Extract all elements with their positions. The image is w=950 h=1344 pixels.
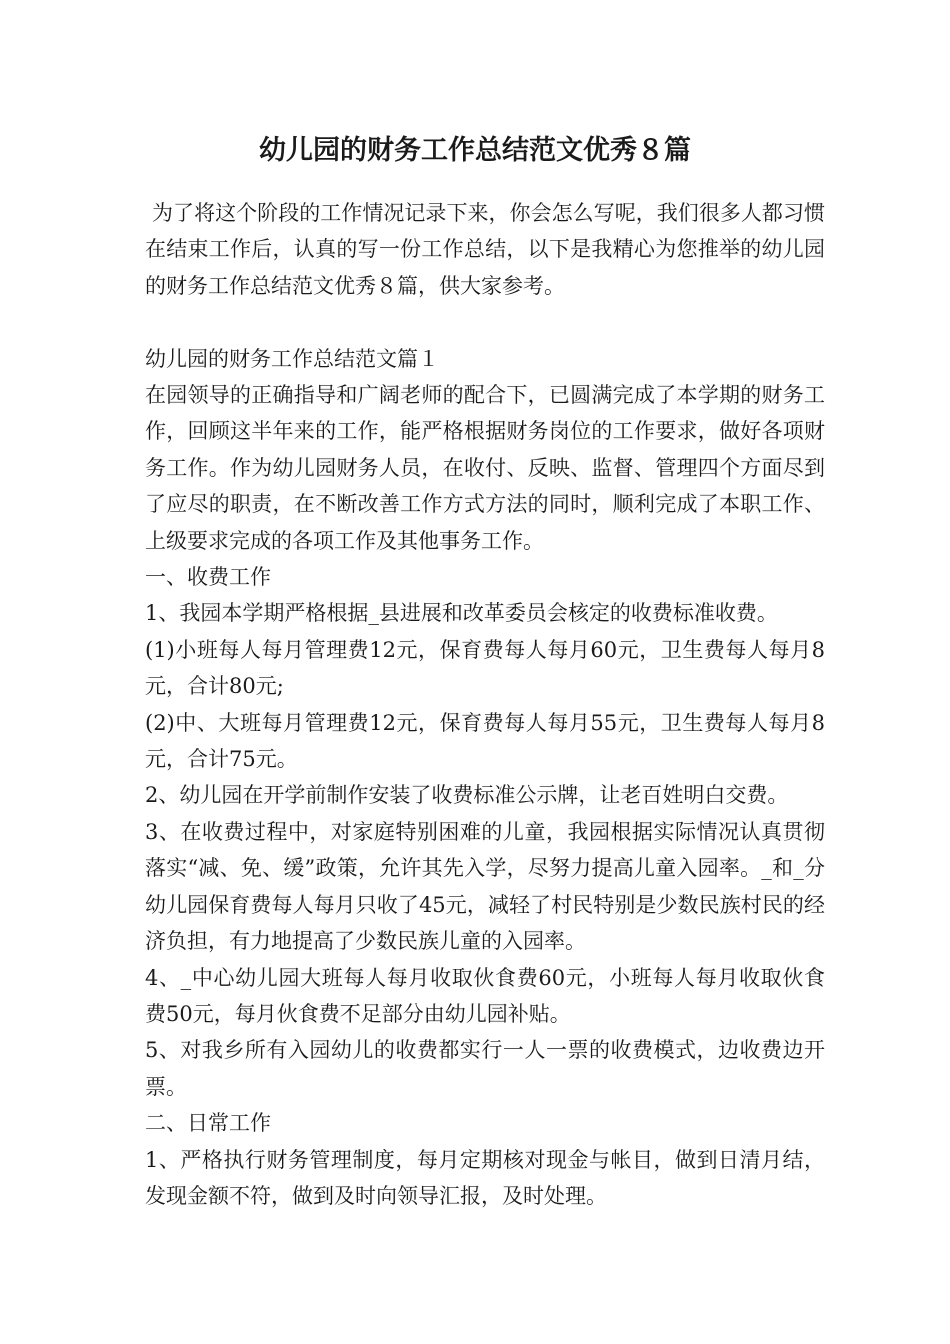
body-paragraph: (1)小班每人每月管理费12元，保育费每人每月60元，卫生费每人每月8元，合计80元; xyxy=(145,637,825,699)
intro-paragraph: 为了将这个阶段的工作情况记录下来，你会怎么写呢，我们很多人都习惯在结束工作后，认真的写一份工作总结，以下是我精心为您推举的幼儿园的财务工作总结范文优秀８篇，供大家参考。 xyxy=(145,201,825,298)
section-title: 幼儿园的财务工作总结范文篇１ xyxy=(145,346,439,371)
body-paragraph: (2)中、大班每月管理费12元，保育费每人每月55元，卫生费每人每月8元，合计75元。 xyxy=(145,710,825,772)
body-paragraph: 4、_中心幼儿园大班每人每月收取伙食费60元，小班每人每月收取伙食费50元，每月伙食费不足部分由幼儿园补贴。 xyxy=(145,965,825,1026)
paragraph-spacer xyxy=(145,304,825,340)
body-paragraph: 2、幼儿园在开学前制作安装了收费标准公示牌，让老百姓明白交费。 xyxy=(145,783,789,808)
document-body xyxy=(145,195,825,1214)
subheading-daily-work: 二、日常工作 xyxy=(145,1111,271,1136)
subheading-fees: 一、收费工作 xyxy=(145,565,271,590)
body-paragraph: 3、在收费过程中，对家庭特别困难的儿童，我园根据实际情况认真贯彻落实“减、免、缓”政策，允许其先入学，尽努力提高儿童入园率。_和_分幼儿园保育费每人每月只收了45元，减轻了村民特别是少数民族村民的经济负担，有力地提高了少数民族儿童的入园率。 xyxy=(145,819,825,954)
body-paragraph: 1、严格执行财务管理制度，每月定期核对现金与帐目，做到日清月结，发现金额不符，做到及时向领导汇报，及时处理。 xyxy=(145,1147,825,1208)
body-paragraph: 在园领导的正确指导和广阔老师的配合下，已圆满完成了本学期的财务工作，回顾这半年来的工作，能严格根据财务岗位的工作要求，做好各项财务工作。作为幼儿园财务人员，在收付、反映、监督、管理四个方面尽到了应尽的职责，在不断改善工作方式方法的同时，顺利完成了本职工作、上级要求完成的各项工作及其他事务工作。 xyxy=(145,383,825,553)
body-paragraph: 1、我园本学期严格根据_县进展和改革委员会核定的收费标准收费。 xyxy=(145,601,778,626)
document-title: 幼儿园的财务工作总结范文优秀８篇 xyxy=(259,135,691,166)
body-paragraph: 5、对我乡所有入园幼儿的收费都实行一人一票的收费模式，边收费边开票。 xyxy=(145,1038,825,1099)
